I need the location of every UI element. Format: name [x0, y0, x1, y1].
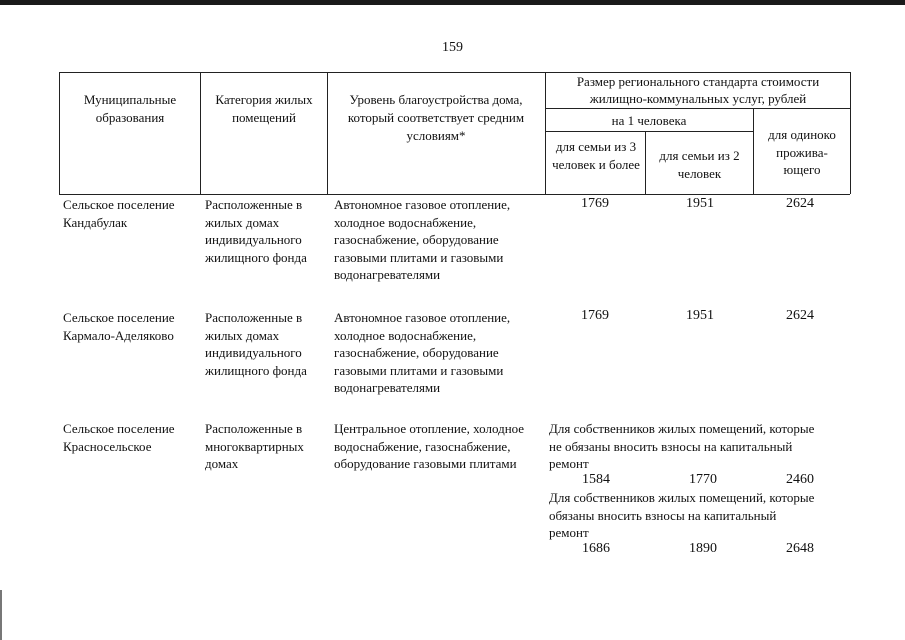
row3-level: Центральное отопление, холодное водоснабжение, газоснабжение, оборудование газовыми плитами: [334, 421, 525, 471]
header-divider-4: [645, 131, 646, 194]
header-family-2: для семьи из 2 человек: [659, 148, 740, 181]
row1-single-value: 2624: [786, 196, 814, 211]
header-comfort-level: Уровень благоустройства дома, который соответствует средним условиям*: [347, 92, 525, 143]
row3-note-capital-repair: Для собственников жилых помещений, которые обязаны вносить взносы на капитальный ремонт: [549, 490, 815, 540]
row3-a-family3-value: 1584: [582, 472, 610, 487]
header-single: для одиноко прожива-ющего: [768, 127, 836, 177]
row1-municipality: Сельское поселение Кандабулак: [63, 197, 175, 230]
row3-category: Расположенные в многоквартирных домах: [205, 421, 304, 471]
page-number: 159: [442, 40, 463, 55]
row3-note-no-capital-repair: Для собственников жилых помещений, которые не обязаны вносить взносы на капитальный ремонт: [549, 421, 815, 471]
row3-a-single-value: 2460: [786, 472, 814, 487]
row2-family2-value: 1951: [686, 308, 714, 323]
header-divider-5: [753, 108, 754, 194]
row2-level: Автономное газовое отопление, холодное водоснабжение, газоснабжение, оборудование газовыми плитами и газовыми водонагревателями: [334, 310, 511, 395]
row3-municipality: Сельское поселение Красносельское: [63, 421, 175, 454]
row1-category: Расположенные в жилых домах индивидуального жилищного фонда: [205, 197, 307, 265]
row1-level: Автономное газовое отопление, холодное водоснабжение, газоснабжение, оборудование газовыми плитами и газовыми водонагревателями: [334, 197, 511, 282]
row2-category: Расположенные в жилых домах индивидуального жилищного фонда: [205, 310, 307, 378]
header-right-border: [850, 72, 851, 194]
top-border: [0, 0, 905, 5]
row3-a-family2-value: 1770: [689, 472, 717, 487]
row3-b-family2-value: 1890: [689, 541, 717, 556]
subgroup-header-line: [545, 131, 753, 132]
row2-municipality: Сельское поселение Кармало-Аделяково: [63, 310, 175, 343]
left-edge-mark: [0, 590, 2, 640]
row2-family3-value: 1769: [581, 308, 609, 323]
row1-family3-value: 1769: [581, 196, 609, 211]
row1-family2-value: 1951: [686, 196, 714, 211]
row3-b-family3-value: 1686: [582, 541, 610, 556]
header-per-person: на 1 человека: [611, 113, 687, 128]
header-category: Категория жилых помещений: [215, 92, 313, 125]
group-header-line: [545, 108, 850, 109]
row3-b-single-value: 2648: [786, 541, 814, 556]
header-municipalities: Муниципальные образования: [83, 92, 177, 125]
header-divider-2: [327, 72, 328, 194]
header-standard-size: Размер регионального стандарта стоимости жилищно-коммунальных услуг, рублей: [576, 74, 820, 106]
header-divider-1: [200, 72, 201, 194]
header-family-3: для семьи из 3 человек и более: [552, 139, 640, 172]
row2-single-value: 2624: [786, 308, 814, 323]
header-left-border: [59, 72, 60, 194]
header-bottom-line: [59, 194, 850, 195]
header-divider-3: [545, 72, 546, 194]
